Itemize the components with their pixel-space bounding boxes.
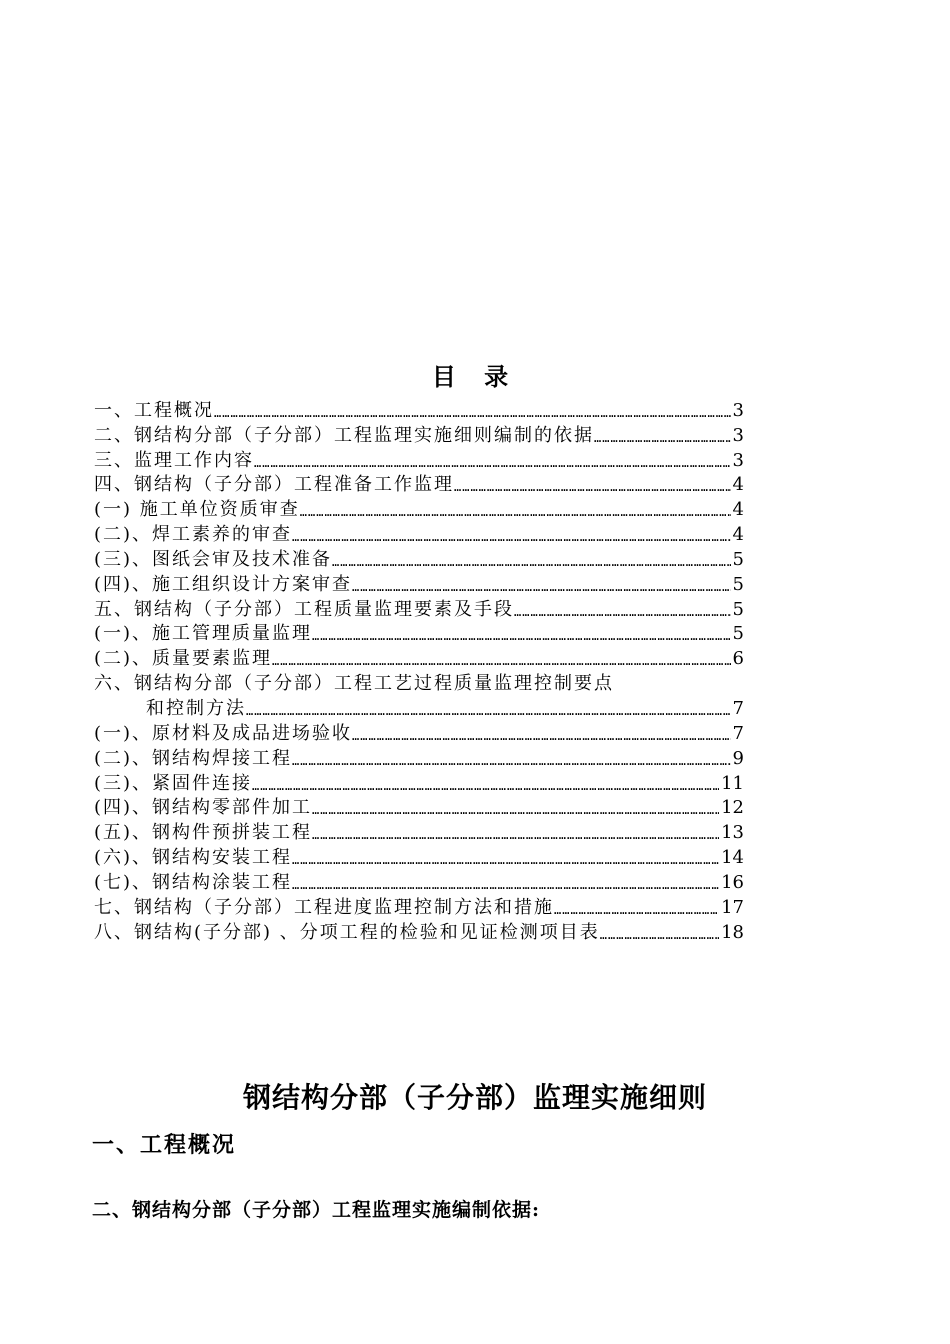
toc-entry-text: 七、钢结构（子分部）工程进度监理控制方法和措施 — [94, 896, 554, 918]
toc-entry-page: 6 — [732, 648, 744, 670]
toc-entry-page: 5 — [732, 573, 744, 595]
toc-leader — [300, 505, 731, 522]
toc-entry[interactable] — [94, 497, 744, 522]
toc-entry-page: 11 — [721, 772, 744, 794]
toc-leader — [312, 803, 719, 820]
toc-entry[interactable] — [94, 820, 744, 845]
toc-leader — [594, 431, 731, 448]
toc-leader — [352, 729, 731, 746]
toc-entry-page: 3 — [732, 424, 744, 446]
toc-entry[interactable] — [94, 845, 744, 870]
table-of-contents — [94, 398, 744, 945]
toc-entry[interactable] — [94, 771, 744, 796]
toc-entry-text: 四、钢结构（子分部）工程准备工作监理 — [94, 474, 454, 496]
toc-leader — [214, 406, 731, 423]
toc-entry-page: 9 — [732, 747, 744, 769]
toc-entry-page: 4 — [732, 499, 744, 521]
section-heading-1: 一、工程概况 — [92, 1132, 237, 1158]
toc-entry-page: 5 — [732, 623, 744, 645]
toc-entry-text: (二)、焊工素养的审查 — [94, 524, 293, 546]
toc-entry-page: 3 — [732, 399, 744, 421]
toc-entry-text: 八、钢结构(子分部) 、分项工程的检验和见证检测项目表 — [94, 921, 600, 943]
toc-entry-page: 4 — [732, 474, 744, 496]
toc-entry-page: 5 — [732, 598, 744, 620]
toc-entry-text: (四)、钢结构零部件加工 — [94, 797, 313, 819]
toc-leader — [514, 605, 731, 622]
toc-entry[interactable] — [94, 870, 744, 895]
toc-entry-page: 14 — [721, 847, 744, 869]
toc-entry-page: 13 — [721, 822, 744, 844]
toc-entry-text: (六)、钢结构安装工程 — [94, 847, 293, 869]
toc-entry[interactable] — [94, 721, 744, 746]
toc-entry-page: 12 — [721, 797, 744, 819]
toc-entry-text: 二、钢结构分部（子分部）工程监理实施细则编制的依据 — [94, 424, 594, 446]
toc-entry[interactable] — [94, 572, 744, 597]
toc-entry-page: 17 — [721, 896, 744, 918]
toc-entry[interactable] — [94, 597, 744, 622]
toc-entry-text: 五、钢结构（子分部）工程质量监理要素及手段 — [94, 598, 514, 620]
toc-entry-text: 一、工程概况 — [94, 399, 214, 421]
toc-entry-text: (二)、钢结构焊接工程 — [94, 747, 293, 769]
toc-entry-text: (五)、钢构件预拼装工程 — [94, 822, 313, 844]
toc-entry-page: 3 — [732, 449, 744, 471]
toc-entry-page: 18 — [721, 921, 744, 943]
toc-entry-text: 六、钢结构分部（子分部）工程工艺过程质量监理控制要点 — [94, 673, 614, 695]
toc-entry[interactable] — [94, 448, 744, 473]
toc-heading: 目 录 — [431, 362, 519, 391]
toc-entry[interactable] — [94, 622, 744, 647]
toc-leader — [614, 693, 742, 696]
toc-entry[interactable] — [94, 423, 744, 448]
toc-leader — [554, 903, 719, 920]
toc-leader — [292, 530, 731, 547]
toc-entry[interactable] — [94, 920, 744, 945]
toc-entry[interactable] — [94, 671, 744, 696]
toc-leader — [312, 828, 719, 845]
toc-entry-text: (一)、原材料及成品进场验收 — [94, 722, 353, 744]
toc-entry-text: (二)、质量要素监理 — [94, 648, 273, 670]
document-title: 钢结构分部（子分部）监理实施细则 — [242, 1081, 707, 1114]
toc-leader — [252, 779, 719, 796]
toc-leader — [254, 456, 731, 473]
toc-leader — [272, 654, 731, 671]
toc-entry-page: 7 — [732, 697, 744, 719]
toc-entry-text: (一) 施工单位资质审查 — [94, 499, 300, 521]
section-heading-2: 二、钢结构分部（子分部）工程监理实施编制依据: — [92, 1199, 541, 1221]
toc-entry[interactable] — [94, 746, 744, 771]
toc-entry-page: 5 — [732, 548, 744, 570]
toc-leader — [312, 629, 731, 646]
toc-leader — [600, 928, 719, 945]
toc-leader — [454, 480, 731, 497]
toc-entry-text: (一)、施工管理质量监理 — [94, 623, 313, 645]
toc-entry-page: 4 — [732, 524, 744, 546]
toc-entry[interactable] — [94, 646, 744, 671]
toc-entry-text: 和控制方法 — [146, 697, 246, 719]
toc-entry[interactable] — [94, 796, 744, 821]
toc-entry[interactable] — [94, 895, 744, 920]
toc-leader — [292, 754, 731, 771]
toc-entry[interactable] — [94, 547, 744, 572]
toc-entry[interactable] — [94, 696, 744, 721]
toc-entry-text: (三)、紧固件连接 — [94, 772, 253, 794]
toc-entry[interactable] — [94, 398, 744, 423]
toc-entry-page: 16 — [721, 871, 744, 893]
toc-leader — [246, 704, 731, 721]
toc-leader — [292, 878, 719, 895]
toc-entry[interactable] — [94, 473, 744, 498]
toc-entry-text: (三)、图纸会审及技术准备 — [94, 548, 333, 570]
toc-leader — [332, 555, 731, 572]
toc-entry-page: 7 — [732, 722, 744, 744]
toc-entry-text: 三、监理工作内容 — [94, 449, 254, 471]
toc-leader — [292, 853, 719, 870]
toc-leader — [352, 580, 731, 597]
toc-entry-text: (七)、钢结构涂装工程 — [94, 871, 293, 893]
toc-entry[interactable] — [94, 522, 744, 547]
toc-entry-text: (四)、施工组织设计方案审查 — [94, 573, 353, 595]
